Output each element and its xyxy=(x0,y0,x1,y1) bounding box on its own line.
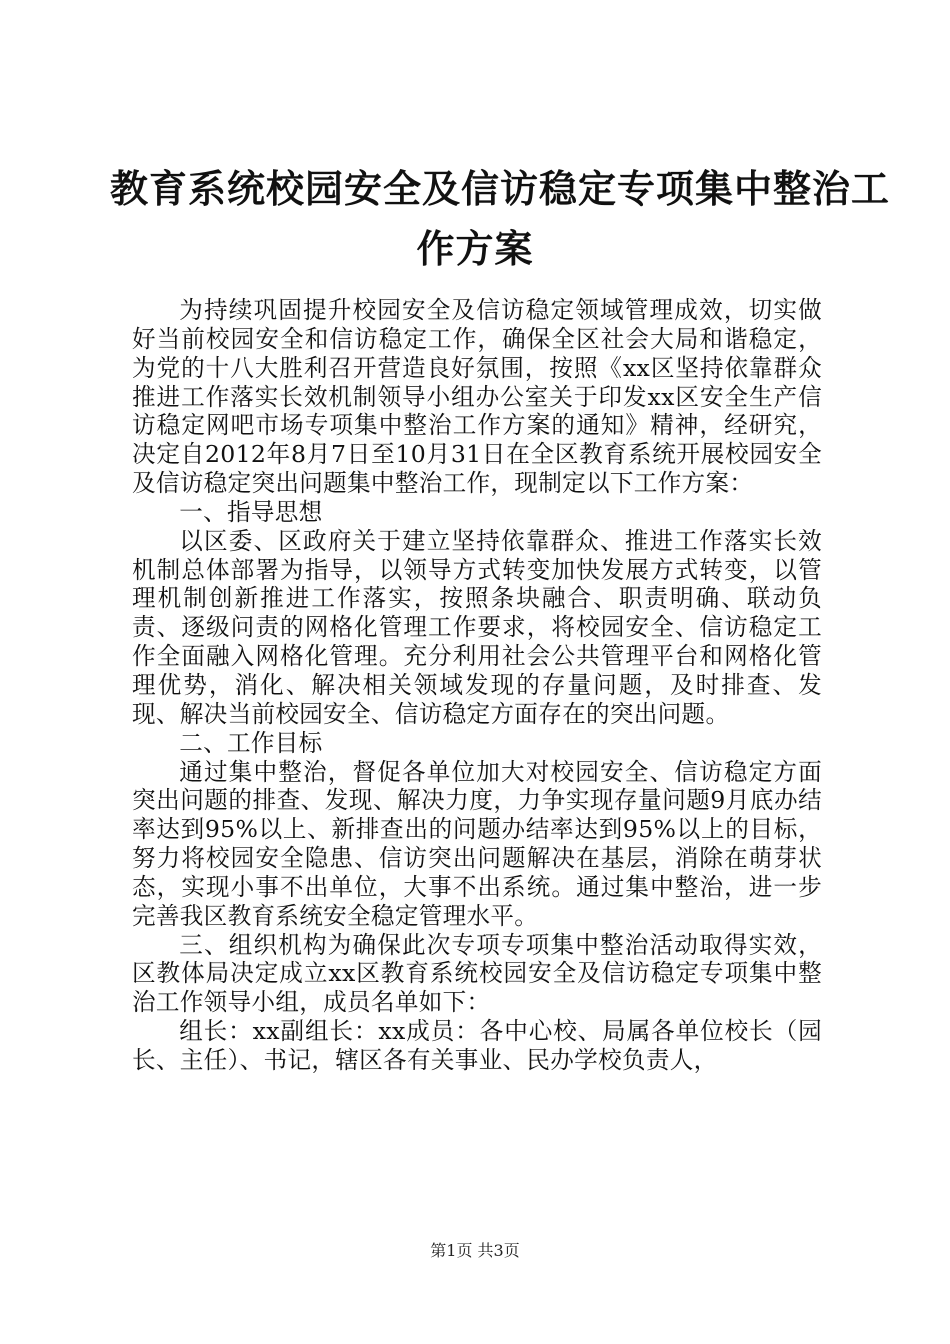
page-number-footer: 第1页 共3页 xyxy=(430,1241,520,1260)
organization-paragraph: 三、组织机构为确保此次专项专项集中整治活动取得实效，区教体局决定成立xx区教育系统校园安全及信访稳定专项集中整治工作领导小组，成员名单如下： xyxy=(132,930,822,1017)
document-title-line1: 教育系统校园安全及信访稳定专项集中整治工 xyxy=(110,167,891,211)
document-title-line2: 作方案 xyxy=(416,227,534,271)
work-goals-paragraph: 通过集中整治，督促各单位加大对校园安全、信访稳定方面突出问题的排查、发现、解决力度，力争实现存量问题9月底办结率达到95%以上、新排查出的问题办结率达到95%以上的目标，努力将校园安全隐患、信访突出问题解决在基层，消除在萌芽状态，实现小事不出单位，大事不出系统。通过集中整治，进一步完善我区教育系统安全稳定管理水平。 xyxy=(132,757,822,930)
intro-paragraph: 为持续巩固提升校园安全及信访稳定领域管理成效，切实做好当前校园安全和信访稳定工作，确保全区社会大局和谐稳定，为党的十八大胜利召开营造良好氛围，按照《xx区坚持依靠群众推进工作落实长效机制领导小组办公室关于印发xx区安全生产信访稳定网吧市场专项集中整治工作方案的通知》精神，经研究，决定自2012年8月7日至10月31日在全区教育系统开展校园安全及信访稳定突出问题集中整治工作，现制定以下工作方案： xyxy=(132,296,822,498)
guiding-ideology-paragraph: 以区委、区政府关于建立坚持依靠群众、推进工作落实长效机制总体部署为指导，以领导方式转变加快发展方式转变，以管理机制创新推进工作落实，按照条块融合、职责明确、联动负责、逐级问责的网格化管理工作要求，将校园安全、信访稳定工作全面融入网格化管理。充分利用社会公共管理平台和网格化管理优势，消化、解决相关领域发现的存量问题，及时排查、发现、解决当前校园安全、信访稳定方面存在的突出问题。 xyxy=(132,526,822,728)
section-heading-guiding-ideology: 一、指导思想 xyxy=(179,497,323,526)
document-body xyxy=(132,296,822,1075)
section-heading-work-goals: 二、工作目标 xyxy=(179,728,323,757)
members-paragraph: 组长：xx副组长：xx成员：各中心校、局属各单位校长（园长、主任）、书记，辖区各有关事业、民办学校负责人， xyxy=(132,1017,822,1074)
